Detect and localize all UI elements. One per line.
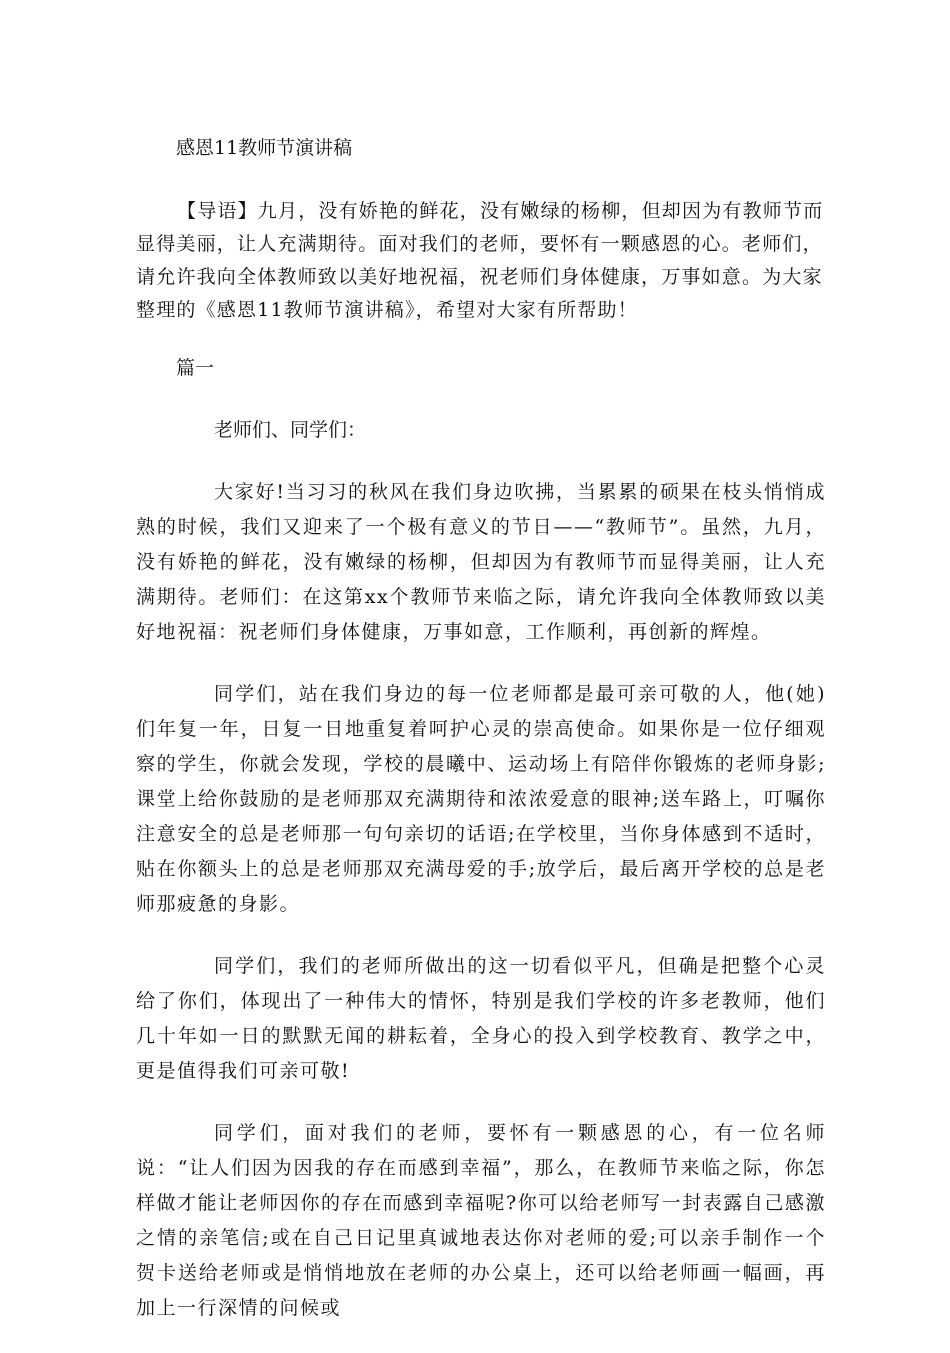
- salutation: 老师们、同学们：: [214, 419, 367, 441]
- document-title: 感恩11教师节演讲稿: [176, 137, 353, 159]
- body-paragraph: 同学们，站在我们身边的每一位老师都是最可亲可敬的人，他(她)们年复一年，日复一日地重复着呵护心灵的崇高使命。如果你是一位仔细观察的学生，你就会发现，学校的晨曦中、运动场上有陪伴你锻炼的老师身影;课堂上给你鼓励的是老师那双充满期待和浓浓爱意的眼神;送车路上，叮嘱你注意安全的总是老师那一句句亲切的话语;在学校里，当你身体感到不适时，贴在你额头上的总是老师那双充满母爱的手;放学后，最后离开学校的总是老师那疲惫的身影。: [136, 683, 826, 915]
- body-paragraph: 同学们，我们的老师所做出的这一切看似平凡，但确是把整个心灵给了你们，体现出了一种伟大的情怀，特别是我们学校的许多老教师，他们几十年如一日的默默无闻的耕耘着，全身心的投入到学校教育、教学之中，更是值得我们可亲可敬!: [136, 955, 826, 1082]
- body-paragraph: 同学们，面对我们的老师，要怀有一颗感恩的心，有一位名师说：“让人们因为因我的存在而感到幸福”，那么，在教师节来临之际，你怎样做才能让老师因你的存在而感到幸福呢?你可以给老师写一封表露自己感激之情的亲笔信;或在自己日记里真诚地表达你对老师的爱;可以亲手制作一个贺卡送给老师或是悄悄地放在老师的办公桌上，还可以给老师画一幅画，再加上一行深情的问候或: [136, 1122, 826, 1319]
- body-paragraph: 大家好!当习习的秋风在我们身边吹拂，当累累的硕果在枝头悄悄成熟的时候，我们又迎来了一个极有意义的节日——“教师节”。虽然，九月，没有娇艳的鲜花，没有嫩绿的杨柳，但却因为有教师节而显得美丽，让人充满期待。老师们：在这第xx个教师节来临之际，请允许我向全体教师致以美好地祝福：祝老师们身体健康，万事如意，工作顺利，再创新的辉煌。: [136, 481, 826, 643]
- section-label: 篇一: [176, 357, 215, 379]
- intro-paragraph: 【导语】九月，没有娇艳的鲜花，没有嫩绿的杨柳，但却因为有教师节而显得美丽，让人充满期待。面对我们的老师，要怀有一颗感恩的心。老师们，请允许我向全体教师致以美好地祝福，祝老师们身体健康，万事如意。为大家整理的《感恩11教师节演讲稿》，希望对大家有所帮助！: [136, 200, 824, 321]
- document-page: [136, 133, 826, 1353]
